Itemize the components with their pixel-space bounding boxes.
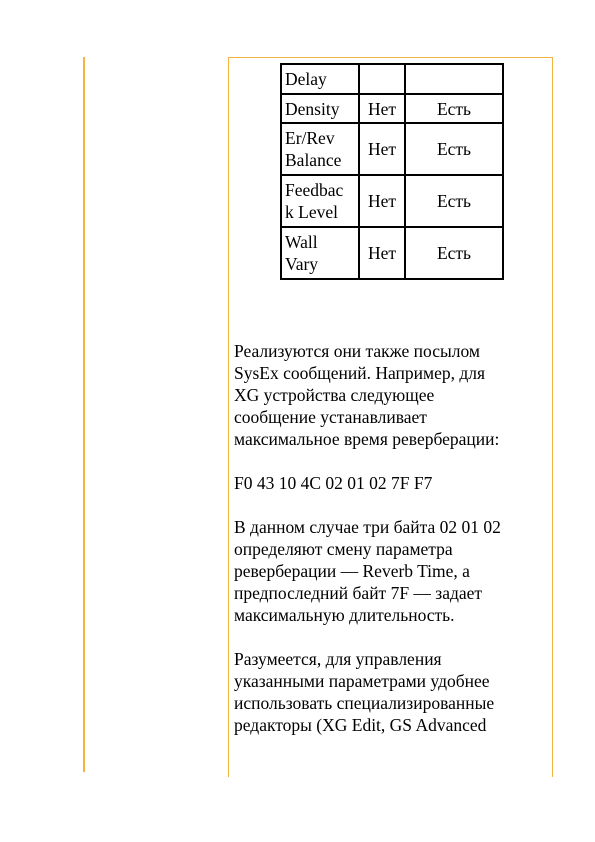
paragraph-sysex-intro: Реализуются они также посылом SysEx сообщений. Например, для XG устройства следующее сообщение устанавливает максимальное время реверберации: <box>234 341 500 449</box>
value-cell: Есть <box>405 175 503 227</box>
table-row <box>281 227 503 279</box>
parameter-name-cell: Er/Rev Balance <box>281 123 359 175</box>
value-cell: Есть <box>405 94 503 123</box>
table-row <box>281 64 503 94</box>
parameter-name-cell: Wall Vary <box>281 227 359 279</box>
paragraph-editors: Разумеется, для управления указанными параметрами удобнее использовать специализированные редакторы (XG Edit, GS Advanced <box>234 649 495 735</box>
value-cell: Нет <box>359 227 405 279</box>
value-cell: Нет <box>359 175 405 227</box>
value-cell: Есть <box>405 123 503 175</box>
value-cell <box>359 64 405 94</box>
value-cell: Нет <box>359 94 405 123</box>
paragraph-sysex-message: F0 43 10 4C 02 01 02 7F F7 <box>234 473 433 493</box>
parameter-name-cell: Density <box>281 94 359 123</box>
paragraph-bytes-explanation: В данном случае три байта 02 01 02 определяют смену параметра реверберации — Reverb Time, а предпоследний байт 7F — задает максимальную длительность. <box>234 517 501 625</box>
value-cell <box>405 64 503 94</box>
reverb-parameter-table <box>280 63 504 280</box>
table-row <box>281 94 503 123</box>
body-text <box>234 340 552 758</box>
value-cell: Есть <box>405 227 503 279</box>
table-row <box>281 175 503 227</box>
value-cell: Нет <box>359 123 405 175</box>
table-row <box>281 123 503 175</box>
parameter-name-cell: Feedbac k Level <box>281 175 359 227</box>
content-frame <box>228 57 553 777</box>
left-margin-rule <box>83 57 85 772</box>
parameter-name-cell: Delay <box>281 64 359 94</box>
